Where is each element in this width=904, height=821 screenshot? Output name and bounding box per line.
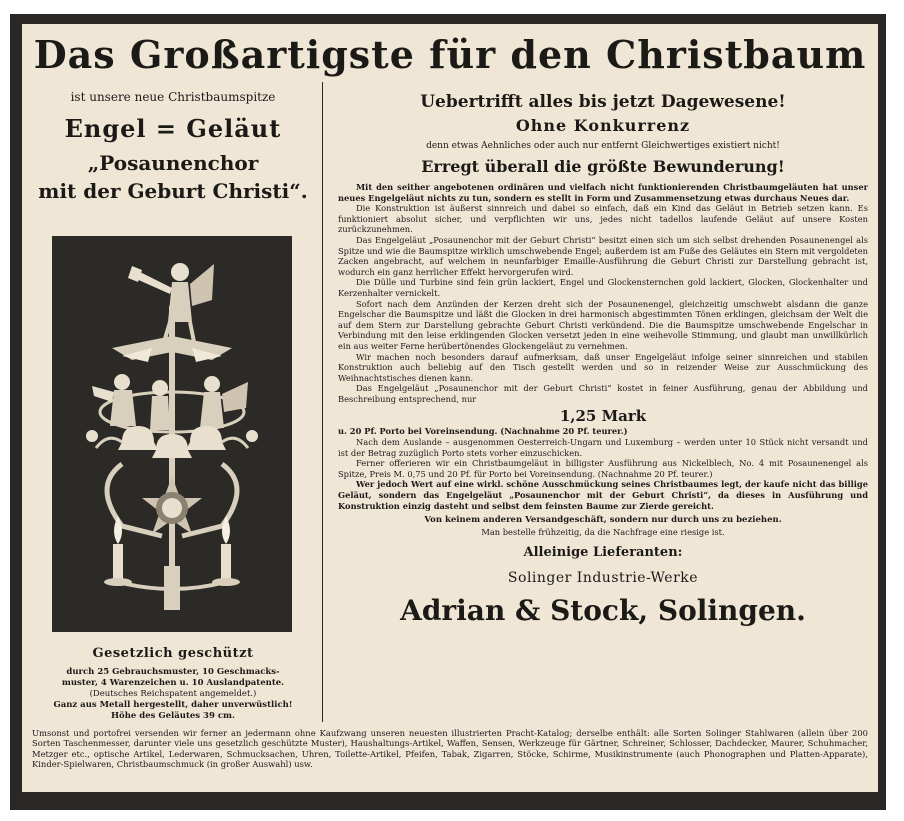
- height-line: Höhe des Geläutes 39 cm.: [111, 711, 235, 721]
- supplier-company: Adrian & Stock, Solingen.: [400, 594, 806, 628]
- supplier-name: Solinger Industrie-Werke: [507, 570, 699, 587]
- advertisement-frame: [10, 14, 886, 810]
- paragraph-9: Nach dem Auslande – ausgenommen Oesterreich-Ungarn und Luxemburg – werden unter 10 Stück nicht versandt und ist der Betrag zuzüglich Porto stets vorher einzuschicken.: [338, 437, 868, 458]
- protected-note: (Deutsches Reichspatent angemeldet.): [89, 689, 257, 699]
- paragraph-1: Mit den seither angebotenen ordinären und vielfach nicht funktionierenden Christbaumgeläuten hat unser neues Engelgeläut nichts zu tun, sondern es stellt in Form und Zusammensetzung etwas durchaus Neues dar.: [338, 182, 868, 203]
- subline: denn etwas Aehnliches oder auch nur entfernt Gleichwertiges existiert nicht!: [426, 141, 780, 151]
- material-line: Ganz aus Metall hergestellt, daher unverwüstlich!: [53, 700, 293, 710]
- paragraph-7: Das Engelgeläut „Posaunenchor mit der Geburt Christi“ kostet in feiner Ausführung, genau der Abbildung und Beschreibung entsprechend, nur: [338, 383, 868, 404]
- intro-line: ist unsere neue Christbaumspitze: [70, 90, 276, 104]
- advertisement-paper: [22, 24, 878, 792]
- paragraph-13: Man bestelle frühzeitig, da die Nachfrage eine riesige ist.: [481, 527, 725, 538]
- paragraph-3: Das Engelgeläut „Posaunenchor mit der Geburt Christi“ besitzt einen sich um sich selbst drehenden Posaunenengel als Spitze und wie die Baumspitze wirklich umschwebende Engel; außerdem ist am Fuße des Geläutes ein Stern mit vergoldeten Zacken angebracht, auf welchem in neunfarbiger Emaille-Ausführung die Geburt Christi zur Darstellung gebracht ist, wodurch ein ganz herrlicher Effekt hervorgerufen wird.: [338, 234, 868, 277]
- paragraph-6: Wir machen noch besonders darauf aufmerksam, daß unser Engelgeläut infolge seiner sinnreichen und stabilen Konstruktion auch beliebig auf den Tisch gestellt werden und so in reizender Weise zur Ausschmückung des Weihnachtstisches dienen kann.: [338, 351, 868, 383]
- column-divider: [322, 82, 323, 722]
- catalog-footer: Umsonst und portofrei versenden wir ferner an jedermann ohne Kaufzwang unseren neuesten illustrierten Pracht-Katalog; derselbe enthält: alle Sorten Solinger Stahlwaren (allein über 200 Sorten Taschenmesser, darunter viele uns gesetzlich geschützte Muster), Haushaltungs-Artikel, Waffen, Sensen, Werkzeuge für Gärtner, Schreiner, Schlosser, Dachdecker, Maurer, Schuhmacher, Metzger etc., optische Artikel, Lederwaren, Schmucksachen, Uhren, Toilette-Artikel, Pfeifen, Tabak, Zigarren, Stöcke, Schirme, Musikinstrumente (auch Phonographen und Platten-Apparate), Kinder-Spielwaren, Christbaumschmuck (in großer Auswahl) usw.: [32, 728, 868, 770]
- headline-2: Ohne Konkurrenz: [515, 116, 691, 135]
- paragraph-4: Die Dülle und Turbine sind fein grün lackiert, Engel und Glockensternchen gold lackiert, Glocken, Glockenhalter und Kerzenhalter vernickelt.: [338, 277, 868, 298]
- paragraph-8: u. 20 Pf. Porto bei Voreinsendung. (Nachnahme 20 Pf. teurer.): [338, 426, 628, 437]
- headline-1: Uebertrifft alles bis jetzt Dagewesene!: [420, 92, 786, 112]
- paragraph-2: Die Konstruktion ist äußerst sinnreich und dabei so einfach, daß ein Kind das Geläut in Betrieb setzen kann. Es funktioniert absolut sicher, und verpflichten wir uns, jedes nicht tadellos laufende Geläut auf unsere Kosten zurückzunehmen.: [338, 203, 868, 235]
- product-name-line3: mit der Geburt Christi“.: [38, 179, 308, 203]
- protected-heading: Gesetzlich geschützt: [92, 646, 254, 661]
- paragraph-11: Wer jedoch Wert auf eine wirkl. schöne Ausschmückung seines Christbaumes legt, der kaufe nicht das billige Geläut, sondern das Engelgeläut „Posaunenchor mit der Geburt Christi“, da dieses in Ausführung und Konstruktion einzig dasteht und selbst dem feinsten Baume zur Zierde gereicht.: [338, 479, 868, 511]
- supplier-heading: Alleinige Lieferanten:: [523, 545, 683, 561]
- product-illustration: [52, 236, 292, 632]
- page-title: Das Großartigste für den Christbaum: [33, 32, 867, 77]
- legal-protection-block: [28, 646, 318, 722]
- protected-line1: durch 25 Gebrauchsmuster, 10 Geschmacks-: [66, 667, 280, 677]
- headline-3: Erregt überall die größte Bewunderung!: [421, 157, 785, 176]
- left-column: [28, 90, 318, 203]
- paragraph-12: Von keinem anderen Versandgeschäft, sondern nur durch uns zu beziehen.: [424, 515, 782, 526]
- product-name-line2: „Posaunenchor: [87, 151, 259, 175]
- product-name-line1: Engel = Geläut: [64, 114, 282, 143]
- price: 1,25 Mark: [559, 407, 647, 426]
- paragraph-10: Ferner offerieren wir ein Christbaumgeläut in billigster Ausführung aus Nickelblech, No. 4 mit Posaunenengel als Spitze, Preis M. 0,75 und 20 Pf. für Porto bei Voreinsendung. (Nachnahme 20 Pf. teurer.): [338, 458, 868, 479]
- paragraph-5: Sofort nach dem Anzünden der Kerzen dreht sich der Posaunenengel, gleichzeitig umschwebt alsdann die ganze Engelschar die Baumspitze und läßt die Glocken in drei harmonisch abgestimmten Tönen erklingen, gleichsam der Welt die auf dem Stern zur Darstellung gebrachte Geburt Christi verkündend. Die die Baumspitze umschwebende Engelschar in Verbindung mit den leise erklingenden Glocken versetzt jeden in eine weihevolle Stimmung, und glaubt man unwillkürlich ein aus weiter Ferne herübertönendes Glockengeläut zu vernehmen.: [338, 298, 868, 351]
- protected-line2: muster, 4 Warenzeichen u. 10 Auslandpatente.: [61, 678, 285, 688]
- christmas-chime-drawing: [52, 236, 292, 632]
- right-column: [338, 86, 868, 627]
